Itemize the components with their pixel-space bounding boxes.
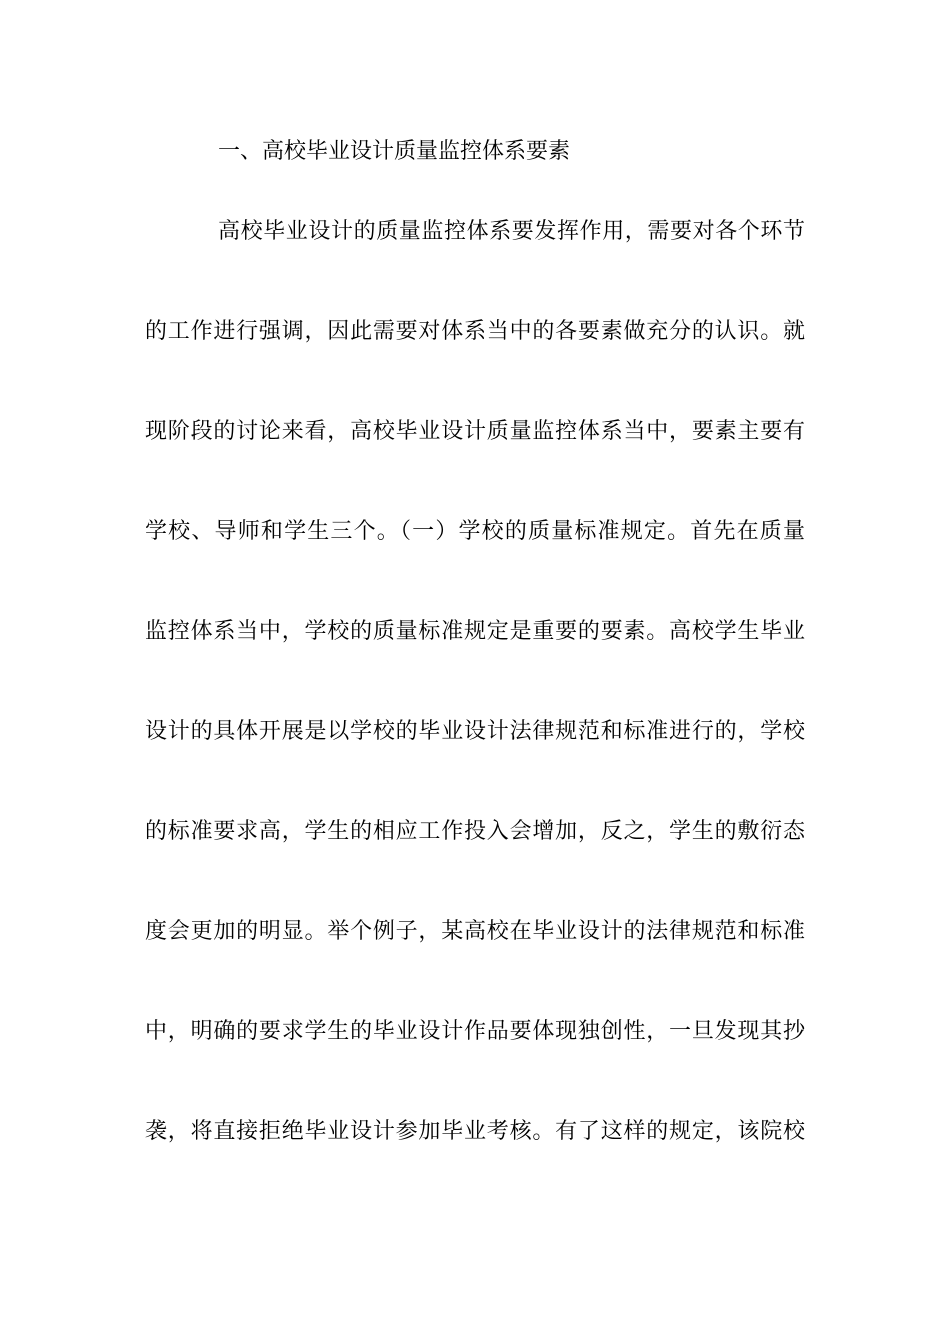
paragraph-line: 度会更加的明显。举个例子，某高校在毕业设计的法律规范和标准 [145,919,805,944]
paragraph-line: 学校、导师和学生三个。（一）学校的质量标准规定。首先在质量 [145,519,805,544]
paragraph-line: 现阶段的讨论来看，高校毕业设计质量监控体系当中，要素主要有 [145,419,805,444]
paragraph-line: 中，明确的要求学生的毕业设计作品要体现独创性，一旦发现其抄 [145,1019,805,1044]
paragraph-line: 高校毕业设计的质量监控体系要发挥作用，需要对各个环节 [218,219,805,244]
paragraph-line: 监控体系当中，学校的质量标准规定是重要的要素。高校学生毕业 [145,619,805,644]
paragraph-line: 袭，将直接拒绝毕业设计参加毕业考核。有了这样的规定，该院校 [145,1119,805,1144]
section-heading: 一、高校毕业设计质量监控体系要素 [218,139,571,164]
paragraph-line: 的工作进行强调，因此需要对体系当中的各要素做充分的认识。就 [145,319,805,344]
paragraph-line: 的标准要求高，学生的相应工作投入会增加，反之，学生的敷衍态 [145,819,805,844]
paragraph-line: 设计的具体开展是以学校的毕业设计法律规范和标准进行的，学校 [145,719,805,744]
